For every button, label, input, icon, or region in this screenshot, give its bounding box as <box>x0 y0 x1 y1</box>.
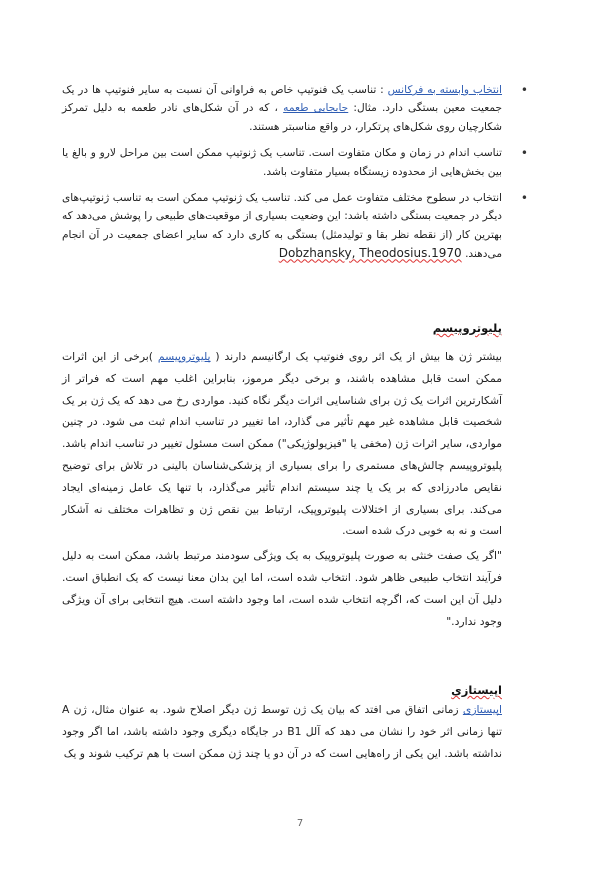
heading-text: اپیستازی <box>451 683 502 697</box>
prey-switching-link[interactable]: جابجایی طعمه <box>283 102 349 115</box>
section-heading-epistasis <box>62 683 502 697</box>
frequency-dependent-selection-link[interactable]: انتخاب وابسته به فرکانس <box>387 84 503 96</box>
bullet-text: انتخاب در سطوح مختلف متفاوت عمل می کند. تناسب یک ژنوتیپ ممکن است به تناسب ژنوتیپ‌های دیگر در جمعیت بستگی داشته باشد: این وضعیت بسیاری از موقعیت‌های طبیعی را پوشش می‌دهد که بهترین کار (از نقطه نظر بقا و تولیدمثل) بستگی به کاری دارد که سایر اعضای جمعیت در آن انجام می‌دهند. <box>62 192 502 261</box>
bullet-list <box>62 81 502 272</box>
paragraph-text: بیشتر ژن ها بیش از یک اثر روی فنوتیپ یک ارگانیسم دارند ( <box>210 350 503 363</box>
pleiotropy-quote: "اگر یک صفت خنثی به صورت پلیوتروپیک به یک ویژگی سودمند مرتبط باشد، ممکن است به دلیل فرآیند انتخاب طبیعی ظاهر شود. انتخاب شده است، اما این بدان معنا نیست که یک انطباق است. دلیل آن این است که، اگرچه انتخاب شده است، اما وجود داشته است. هیچ انتخابی برای آن ویژگی وجود ندارد." <box>62 549 502 628</box>
page-number: 7 <box>296 818 304 829</box>
pleiotropy-paragraph <box>62 346 502 632</box>
epistasis-link[interactable]: اپیستازی <box>462 703 502 716</box>
citation: Dobzhansky, Theodosius.1970 <box>278 246 462 261</box>
list-item <box>62 81 502 136</box>
epistasis-paragraph <box>62 699 502 764</box>
section-heading-pleiotropy <box>62 321 502 335</box>
paragraph-text: )برخی از این اثرات ممکن است قابل مشاهده باشند، و برخی دیگر مرموز، بنابراین اغلب مهم است که فراتر از آشکارترین اثرات یک ژن برای شناسایی اثرات دیگر نگاه کنید. مواردی رخ می دهد که یک ژن بر یک شخصیت قابل مشاهده غیر مهم تأثیر می گذارد، اما تغییر در تناسب اندام ثبت می شود. در چنین مواردی، سایر اثرات ژن (مخفی یا "فیزیولوژیکی") ممکن است مسئول تغییر در تناسب اندام باشد. پلیوتروپیسم چالش‌های مستمری را برای بسیاری از پزشکی‌شناسان بالینی در تلاش برای توضیح نقایص مادرزادی که بر یک یا چند سیستم اندام تأثیر می‌گذارد، با تنها یک عامل زمینه‌ای ایجاد می‌کند. برای بسیاری از اختلالات پلیوتروپیک، ارتباط بین نقص ژن و تظاهرات مختلف نه آشکار است و نه به خوبی درک شده است. <box>62 350 502 538</box>
bullet-text: تناسب اندام در زمان و مکان متفاوت است. تناسب یک ژنوتیپ ممکن است بین مراحل لارو و بالغ یا بین بخش‌هایی از محدوده زیستگاه بسیار متفاوت باشد. <box>62 147 502 178</box>
list-item <box>62 144 502 181</box>
heading-text: پلیوتروپیسم <box>432 321 502 335</box>
bullet-text: : تناسب یک فنوتیپ خاص به فراوانی آن نسبت به سایر فنوتیپ ها در یک جمعیت معین بستگی دارد. مثال: <box>62 84 502 115</box>
list-item <box>62 189 502 264</box>
bullet-text: ، که در آن شکل‌های نادر طعمه به دلیل تمرکز شکارچیان روی شکل‌های پرتکرار، در واقع مناسبتر هستند. <box>62 102 502 133</box>
pleiotropy-link[interactable]: پلیوتروپیسم <box>157 350 211 363</box>
paragraph-text: زمانی اتفاق می افتد که بیان یک ژن توسط ژن دیگر اصلاح شود. به عنوان مثال، ژن A تنها زمانی اثر خود را نشان می دهد که آلل B1 در جایگاه دیگری وجود داشته باشد، اما اگر وجود نداشته باشد. این یکی از راه‌هایی است که در آن دو یا چند ژن ممکن است با هم ترکیب شوند و یک <box>62 703 502 760</box>
